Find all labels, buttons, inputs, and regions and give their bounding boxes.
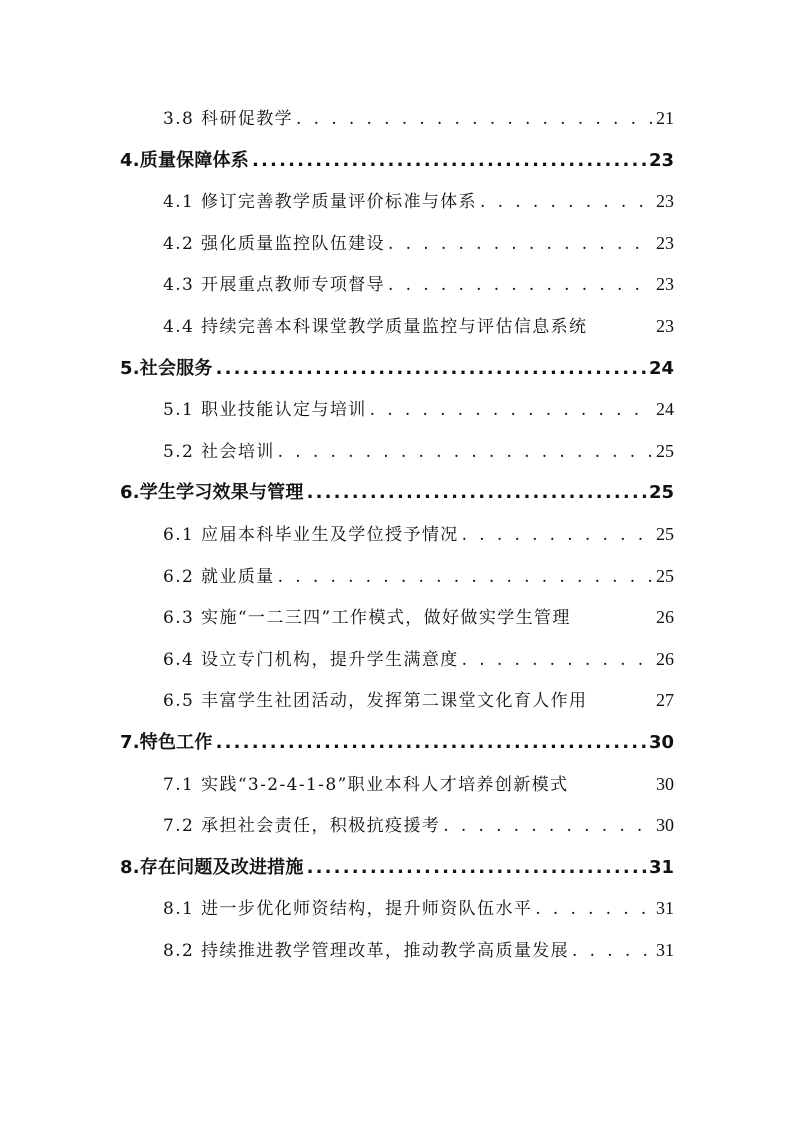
toc-page-number: 21: [656, 108, 674, 128]
toc-section-entry[interactable]: [120, 556, 674, 598]
toc-section-entry[interactable]: [120, 597, 674, 639]
dot-leader: [535, 889, 653, 930]
toc-page-number: 30: [648, 731, 674, 753]
toc-section-entry[interactable]: [120, 431, 674, 473]
dot-leader: [572, 931, 653, 972]
toc-section-entry[interactable]: [120, 680, 674, 722]
toc-page-number: 26: [656, 607, 674, 628]
toc-page-number: 25: [648, 482, 674, 504]
toc-page-number: 24: [656, 399, 674, 420]
toc-page-number: 23: [656, 274, 674, 295]
toc-entry-label: 6.5 丰富学生社团活动，发挥第二课堂文化育人作用: [163, 691, 588, 712]
toc-section-entry[interactable]: [120, 181, 674, 223]
toc-section-entry[interactable]: [120, 264, 674, 306]
toc-section-entry[interactable]: [120, 888, 674, 930]
toc-page-number: 23: [656, 191, 674, 212]
toc-section-entry[interactable]: [120, 389, 674, 431]
toc-entry-label: 5.社会服务: [120, 357, 213, 379]
toc-page-number: 25: [656, 523, 674, 544]
toc-entry-label: 4.2 强化质量监控队伍建设: [163, 233, 386, 254]
toc-page-number: 24: [648, 357, 674, 379]
dot-leader: [480, 182, 653, 223]
dot-leader: [278, 432, 653, 473]
toc-entry-label: 8.2 持续推进教学管理改革，推动教学高质量发展: [163, 940, 570, 961]
toc-entry-label: 7.1 实践“3-2-4-1-8”职业本科人才培养创新模式: [163, 774, 569, 795]
toc-entry-label: 4.1 修订完善教学质量评价标准与体系: [163, 192, 478, 213]
toc-entry-label: 3.8 科研促教学: [163, 109, 294, 129]
toc-page-number: 31: [656, 939, 674, 960]
toc-page-number: 26: [656, 648, 674, 669]
dot-leader: [388, 265, 653, 306]
toc-section-entry[interactable]: [120, 805, 674, 847]
toc-entry-label: 8.存在问题及改进措施: [120, 856, 304, 878]
dot-leader: [252, 140, 646, 182]
toc-entry-label: 4.质量保障体系: [120, 149, 249, 171]
toc-page-number: 23: [656, 232, 674, 253]
toc-page-number: 25: [656, 440, 674, 461]
dot-leader: [307, 472, 646, 514]
dot-leader: [216, 722, 646, 764]
toc-entry-label: 6.4 设立专门机构，提升学生满意度: [163, 649, 459, 670]
toc-entry-label: 4.4 持续完善本科课堂教学质量监控与评估信息系统: [163, 316, 588, 337]
toc-entry-label: 5.2 社会培训: [163, 441, 275, 462]
dot-leader: [307, 847, 646, 889]
toc-section-entry[interactable]: [120, 514, 674, 556]
dot-leader: [278, 557, 653, 598]
toc-chapter-entry[interactable]: [120, 140, 674, 182]
dot-leader: [216, 348, 646, 390]
toc-entry-label: 6.学生学习效果与管理: [120, 482, 304, 504]
dot-leader: [296, 99, 653, 140]
toc-section-entry[interactable]: [120, 639, 674, 681]
dot-leader: [388, 224, 653, 265]
toc-section-entry[interactable]: [120, 306, 674, 348]
dot-leader: [462, 640, 653, 681]
toc-page-number: 23: [656, 315, 674, 336]
toc-entry-label: 6.1 应届本科毕业生及学位授予情况: [163, 524, 459, 545]
toc-page-number: 27: [656, 690, 674, 711]
toc-chapter-entry[interactable]: [120, 348, 674, 390]
toc-section-entry[interactable]: [120, 223, 674, 265]
toc-entry-label: 4.3 开展重点教师专项督导: [163, 275, 386, 296]
toc-entry-label: 8.1 进一步优化师资结构，提升师资队伍水平: [163, 899, 533, 920]
toc-section-entry[interactable]: [120, 98, 674, 140]
toc-section-entry[interactable]: [120, 764, 674, 806]
dot-leader: [443, 806, 653, 847]
toc-entry-label: 5.1 职业技能认定与培训: [163, 400, 367, 421]
toc-section-entry[interactable]: [120, 930, 674, 972]
toc-page-number: 31: [656, 898, 674, 919]
toc-entry-label: 6.2 就业质量: [163, 566, 275, 587]
toc-chapter-entry[interactable]: [120, 722, 674, 764]
toc-entry-label: 7.特色工作: [120, 731, 213, 753]
toc-entry-label: 7.2 承担社会责任，积极抗疫援考: [163, 816, 441, 837]
toc-entry-label: 6.3 实施“一二三四”工作模式，做好做实学生管理: [163, 608, 571, 629]
toc-chapter-entry[interactable]: [120, 847, 674, 889]
table-of-contents: [120, 98, 674, 971]
toc-page-number: 25: [656, 565, 674, 586]
toc-chapter-entry[interactable]: [120, 472, 674, 514]
toc-page-number: 31: [648, 856, 674, 878]
toc-page-number: 30: [656, 773, 674, 794]
dot-leader: [370, 390, 653, 431]
dot-leader: [462, 515, 653, 556]
toc-page-number: 23: [648, 149, 674, 171]
toc-page-number: 30: [656, 815, 674, 836]
